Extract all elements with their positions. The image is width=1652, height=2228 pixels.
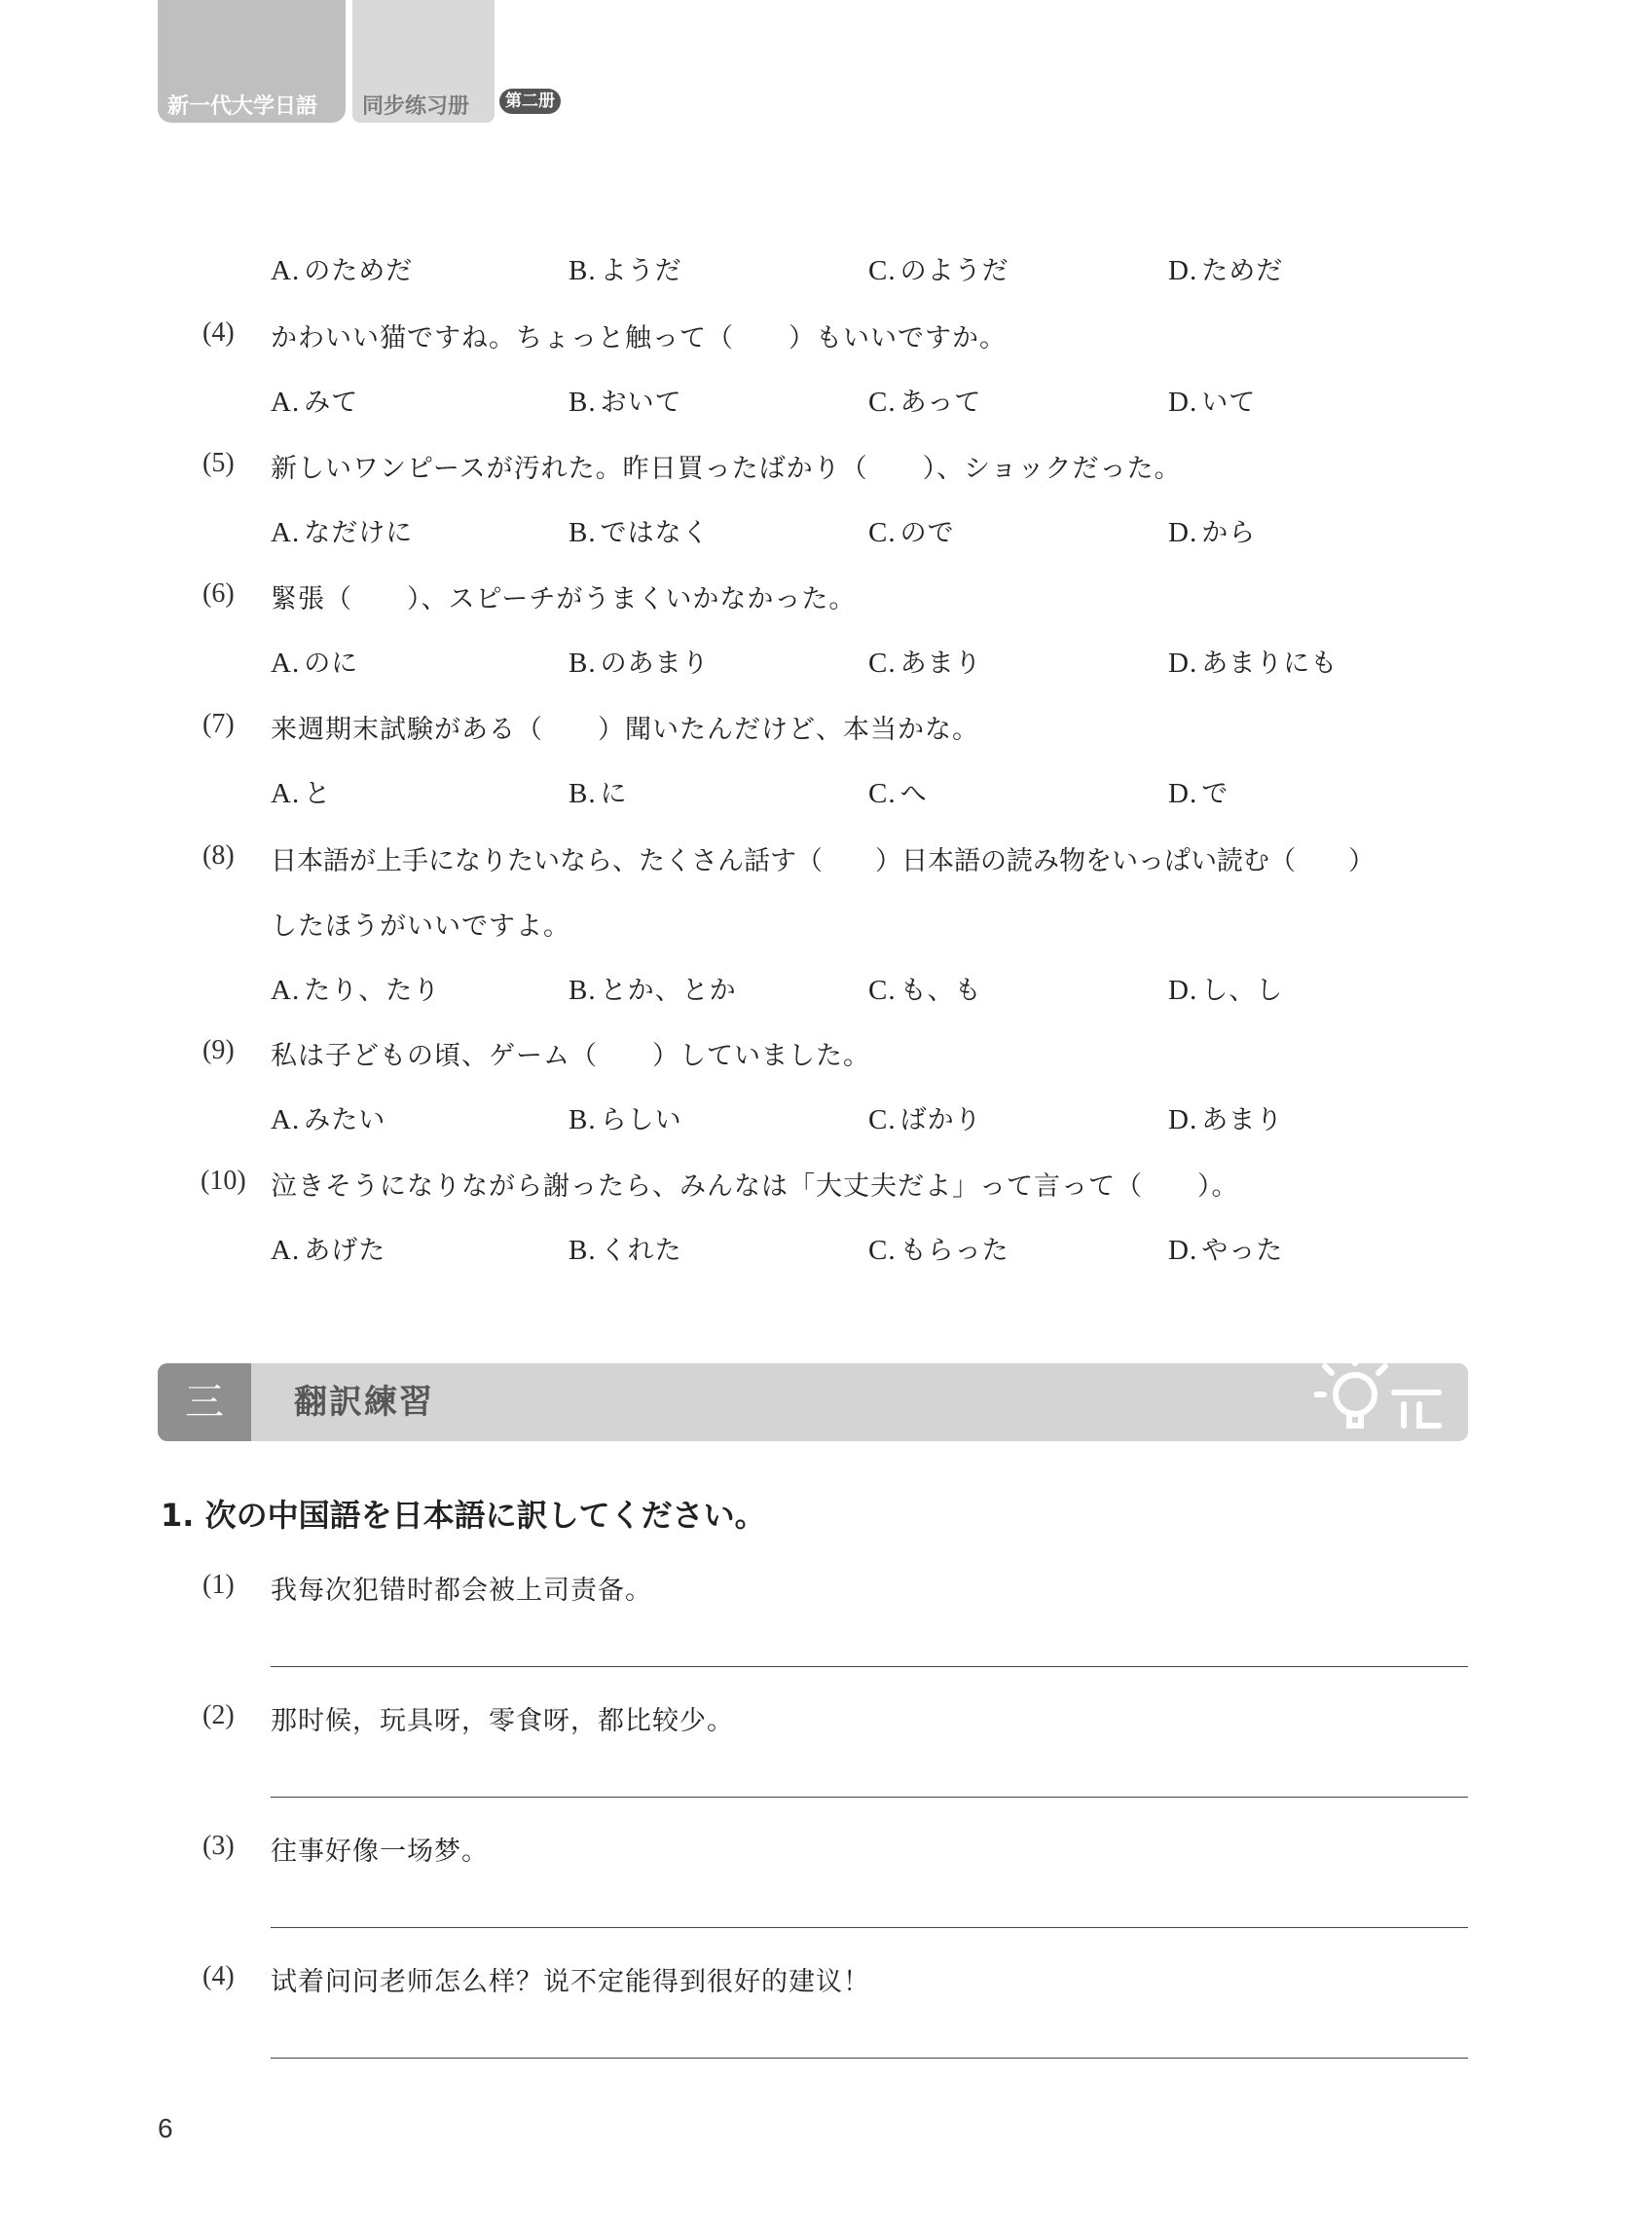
option-d: D. し、し (1168, 975, 1284, 1006)
question-stem: かわいい猫ですね。ちょっと触って（ ）もいいですか。 (271, 323, 1007, 353)
option-c: C. あって (868, 387, 982, 418)
option-a: A. みて (271, 387, 359, 418)
section-number: 三 (158, 1363, 251, 1441)
option-d: D. あまり (1168, 1104, 1284, 1135)
question-number: (5) (202, 448, 235, 478)
question-stem: 新しいワンピースが汚れた。昨日買ったばかり（ ）、ショックだった。 (271, 454, 1182, 484)
volume-badge: 第二册 (499, 89, 561, 114)
question-stem: 緊張（ ）、スピーチがうまくいかなかった。 (271, 584, 857, 614)
question-stem: 泣きそうになりながら謝ったら、みんなは「大丈夫だよ」って言って（ ）。 (271, 1171, 1239, 1202)
item-number: (1) (202, 1570, 235, 1600)
option-a: A. たり、たり (271, 975, 441, 1006)
item-text: 往事好像一场梦。 (271, 1837, 489, 1867)
option-d: D. あまりにも (1168, 648, 1339, 679)
option-a: A. のに (271, 648, 359, 679)
option-c: C. のようだ (868, 255, 1010, 286)
option-c: C. もらった (868, 1235, 1010, 1266)
option-a: A. と (271, 778, 332, 809)
item-text: 试着问问老师怎么样？说不定能得到很好的建议！ (271, 1967, 870, 1997)
question-stem: 日本語が上手になりたいなら、たくさん話す（ ）日本語の読み物をいっぱい読む（ ） (271, 846, 1375, 876)
question-number: (10) (201, 1166, 246, 1196)
item-number: (4) (202, 1961, 235, 1991)
option-a: A. あげた (271, 1235, 386, 1266)
workbook-title: 同步练习册 (362, 94, 470, 119)
page-number: 6 (158, 2113, 173, 2143)
book-title: 新一代大学日語 (167, 94, 318, 119)
option-d: D. いて (1168, 387, 1257, 418)
option-d: D. から (1168, 517, 1257, 548)
option-b: B. に (569, 778, 628, 809)
option-a: A. のためだ (271, 255, 414, 286)
question-stem: 来週期末試験がある（ ）聞いたんだけど、本当かな。 (271, 715, 979, 745)
question-stem-continued: したほうがいいですよ。 (271, 911, 570, 942)
section-title: 翻訳練習 (294, 1383, 434, 1422)
answer-line[interactable] (271, 1666, 1468, 1667)
item-text: 我每次犯错时都会被上司责备。 (271, 1576, 652, 1606)
option-b: B. おいて (569, 387, 682, 418)
option-a: A. みたい (271, 1104, 386, 1135)
option-d: D. やった (1168, 1235, 1284, 1266)
option-b: B. とか、とか (569, 975, 737, 1006)
option-d: D. で (1168, 778, 1230, 809)
answer-line[interactable] (271, 2058, 1468, 2059)
section-banner (158, 1363, 1468, 1441)
option-c: C. ばかり (868, 1104, 982, 1135)
option-d: D. ためだ (1168, 255, 1284, 286)
option-b: B. らしい (569, 1104, 682, 1135)
option-c: C. ので (868, 517, 955, 548)
option-b: B. ではなく (569, 517, 710, 548)
option-c: C. も、も (868, 975, 982, 1006)
header-tab-book (158, 0, 346, 123)
answer-line[interactable] (271, 1797, 1468, 1798)
option-c: C. あまり (868, 648, 982, 679)
lightbulb-icon (1314, 1344, 1450, 1441)
option-a: A. なだけに (271, 517, 414, 548)
question-number: (8) (202, 840, 235, 871)
option-b: B. ようだ (569, 255, 682, 286)
header-tab-workbook (352, 0, 495, 123)
item-number: (3) (202, 1831, 235, 1861)
item-text: 那时候，玩具呀，零食呀，都比较少。 (271, 1706, 734, 1736)
question-number: (6) (202, 578, 235, 609)
option-b: B. のあまり (569, 648, 710, 679)
option-b: B. くれた (569, 1235, 682, 1266)
exercise-heading: 1. 次の中国語を日本語に訳してください。 (161, 1497, 766, 1534)
question-number: (7) (202, 709, 235, 739)
item-number: (2) (202, 1700, 235, 1730)
question-stem: 私は子どもの頃、ゲーム（ ）していました。 (271, 1041, 870, 1071)
question-number: (9) (202, 1035, 235, 1065)
answer-line[interactable] (271, 1927, 1468, 1928)
question-number: (4) (202, 317, 235, 348)
option-c: C. へ (868, 778, 928, 809)
